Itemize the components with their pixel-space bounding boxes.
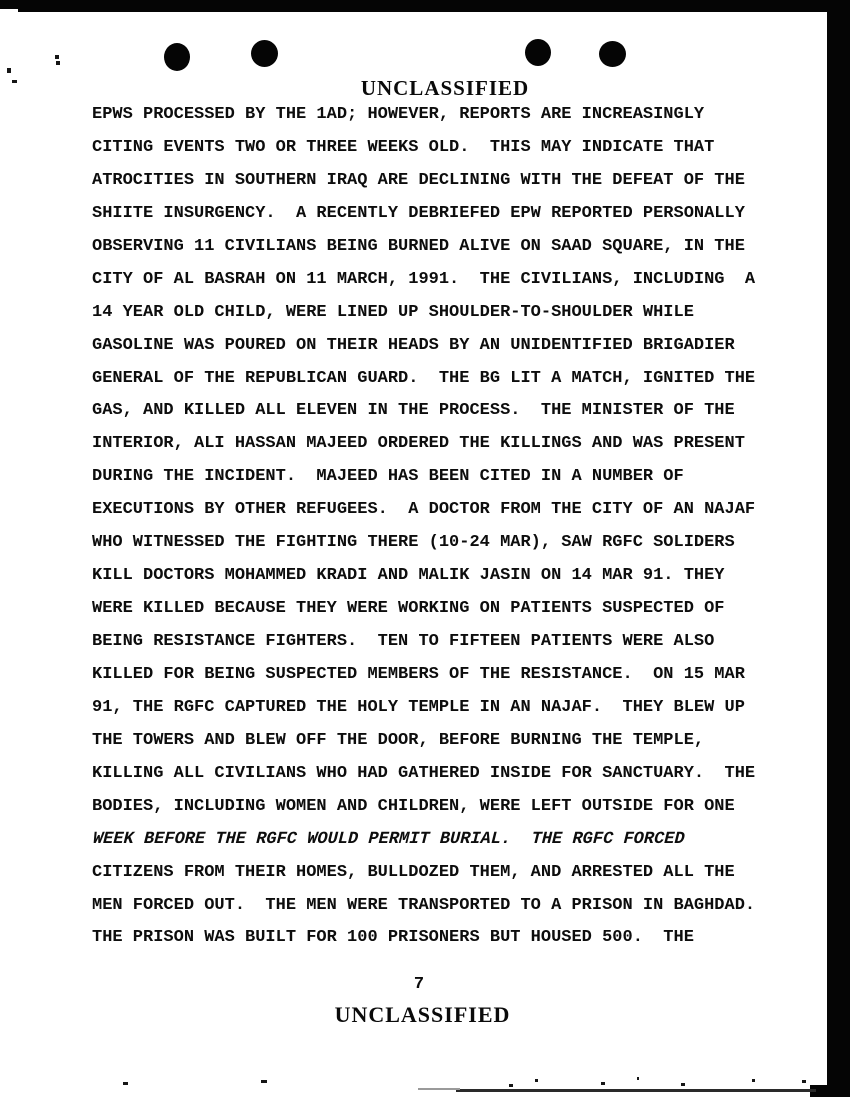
hole-punch-dot <box>251 40 278 67</box>
scan-right-border <box>827 7 850 1097</box>
scan-bottom-edge-line <box>456 1089 816 1092</box>
scan-speck <box>752 1079 755 1082</box>
document-body <box>92 99 772 955</box>
document-line: OBSERVING 11 CIVILIANS BEING BURNED ALIVE ON SAAD SQUARE, IN THE <box>92 236 745 256</box>
scan-speck <box>601 1082 605 1085</box>
scan-speck <box>56 61 60 65</box>
scan-top-border-notch <box>0 9 18 12</box>
document-line: GAS, AND KILLED ALL ELEVEN IN THE PROCESS. THE MINISTER OF THE <box>92 401 735 421</box>
classification-banner-top: UNCLASSIFIED <box>360 76 530 100</box>
document-line: WHO WITNESSED THE FIGHTING THERE (10-24 MAR), SAW RGFC SOLIDERS <box>92 533 735 553</box>
hole-punch-dot <box>599 41 626 67</box>
document-line: CITY OF AL BASRAH ON 11 MARCH, 1991. THE CIVILIANS, INCLUDING A <box>92 269 756 289</box>
scan-speck <box>7 68 11 73</box>
document-line: WEEK BEFORE THE RGFC WOULD PERMIT BURIAL. THE RGFC FORCED <box>92 829 686 849</box>
document-line: THE TOWERS AND BLEW OFF THE DOOR, BEFORE BURNING THE TEMPLE, <box>92 730 705 750</box>
document-line: KILL DOCTORS MOHAMMED KRADI AND MALIK JASIN ON 14 MAR 91. THEY <box>92 566 725 586</box>
scan-speck <box>261 1080 267 1083</box>
scan-top-border <box>0 0 850 12</box>
scan-bottom-edge-line-faint <box>418 1088 460 1090</box>
document-line: GASOLINE WAS POURED ON THEIR HEADS BY AN UNIDENTIFIED BRIGADIER <box>92 335 735 355</box>
scan-speck <box>509 1084 513 1087</box>
scan-speck <box>123 1082 128 1085</box>
document-line: EXECUTIONS BY OTHER REFUGEES. A DOCTOR FROM THE CITY OF AN NAJAF <box>92 500 756 520</box>
document-line: CITING EVENTS TWO OR THREE WEEKS OLD. THIS MAY INDICATE THAT <box>92 137 715 157</box>
document-line: THE PRISON WAS BUILT FOR 100 PRISONERS BUT HOUSED 500. THE <box>92 928 694 948</box>
classification-banner-bottom: UNCLASSIFIED <box>334 1002 511 1027</box>
document-line: 14 YEAR OLD CHILD, WERE LINED UP SHOULDER-TO-SHOULDER WHILE <box>92 302 694 322</box>
hole-punch-dot <box>164 43 190 71</box>
document-line: BEING RESISTANCE FIGHTERS. TEN TO FIFTEEN PATIENTS WERE ALSO <box>92 632 715 651</box>
scan-speck <box>802 1080 806 1083</box>
document-line: ATROCITIES IN SOUTHERN IRAQ ARE DECLINING WITH THE DEFEAT OF THE <box>92 170 745 190</box>
document-line: CITIZENS FROM THEIR HOMES, BULLDOZED THEM, AND ARRESTED ALL THE <box>92 862 735 882</box>
scan-speck <box>637 1077 639 1080</box>
document-line: 91, THE RGFC CAPTURED THE HOLY TEMPLE IN AN NAJAF. THEY BLEW UP <box>92 697 745 717</box>
document-line: SHIITE INSURGENCY. A RECENTLY DEBRIEFED EPW REPORTED PERSONALLY <box>92 203 745 223</box>
document-line: BODIES, INCLUDING WOMEN AND CHILDREN, WERE LEFT OUTSIDE FOR ONE <box>92 796 735 816</box>
document-line: MEN FORCED OUT. THE MEN WERE TRANSPORTED TO A PRISON IN BAGHDAD. <box>92 895 756 915</box>
scan-speck <box>535 1079 538 1082</box>
document-line: EPWS PROCESSED BY THE 1AD; HOWEVER, REPORTS ARE INCREASINGLY <box>92 105 705 124</box>
document-line: KILLED FOR BEING SUSPECTED MEMBERS OF THE RESISTANCE. ON 15 MAR <box>92 664 745 684</box>
document-line: DURING THE INCIDENT. MAJEED HAS BEEN CITED IN A NUMBER OF <box>92 467 684 487</box>
scan-bottom-corner <box>810 1085 850 1097</box>
hole-punch-dot <box>525 39 551 66</box>
document-line: GENERAL OF THE REPUBLICAN GUARD. THE BG LIT A MATCH, IGNITED THE <box>92 368 756 388</box>
document-line: INTERIOR, ALI HASSAN MAJEED ORDERED THE KILLINGS AND WAS PRESENT <box>92 434 745 454</box>
scan-speck <box>55 55 59 59</box>
document-line: KILLING ALL CIVILIANS WHO HAD GATHERED INSIDE FOR SANCTUARY. THE <box>92 763 756 783</box>
scan-speck <box>681 1083 685 1086</box>
document-line: WERE KILLED BECAUSE THEY WERE WORKING ON PATIENTS SUSPECTED OF <box>92 599 725 619</box>
page-number: 7 <box>413 975 425 994</box>
